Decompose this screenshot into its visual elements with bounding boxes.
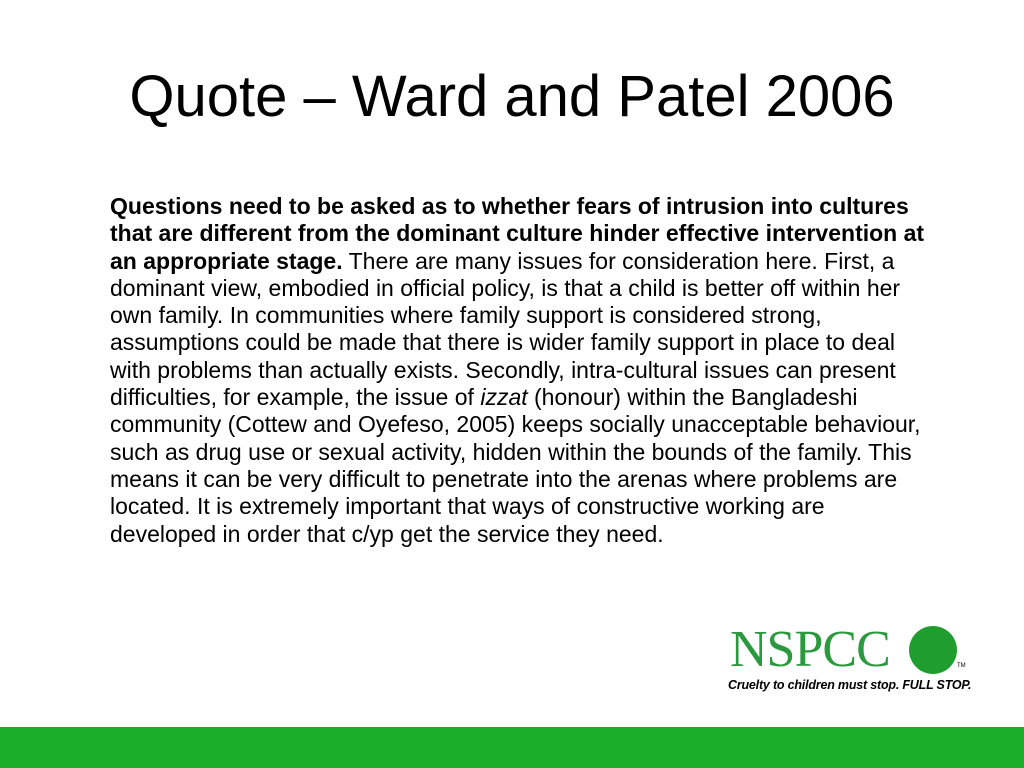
green-circle-icon [909, 626, 957, 674]
quote-text [110, 193, 936, 548]
quote-italic-term: izzat [480, 384, 528, 411]
logo-wordmark: NSPCC [730, 621, 890, 678]
nspcc-logo [726, 622, 971, 694]
footer-bar [0, 727, 1024, 768]
slide-title: Quote – Ward and Patel 2006 [129, 64, 895, 129]
logo-tagline: Cruelty to children must stop. FULL STOP. [728, 678, 972, 692]
trademark-mark: TM [957, 663, 966, 669]
quote-text-part-2: (honour) within the Bangladeshi community (Cottew and Oyefeso, 2005) keeps socially unacceptable behaviour, such as drug use or sexual activity, hidden within the bounds of the family. This means it can be very difficult to penetrate into the arenas where problems are located. It is extremely important that ways of constructive working are developed in order that c/yp get the service they need. [110, 384, 921, 547]
quote-text-part-1: There are many issues for consideration here. First, a dominant view, embodied in official policy, is that a child is better off within her own family. In communities where family support is considered strong, assumptions could be made that there is wider family support in place to deal with problems than actually exists. Secondly, intra-cultural issues can present difficulties, for example, the issue of [110, 247, 901, 411]
quote-bold-intro: Questions need to be asked as to whether fears of intrusion into cultures that are different from the dominant culture hinder effective intervention at an appropriate stage. [110, 193, 925, 274]
